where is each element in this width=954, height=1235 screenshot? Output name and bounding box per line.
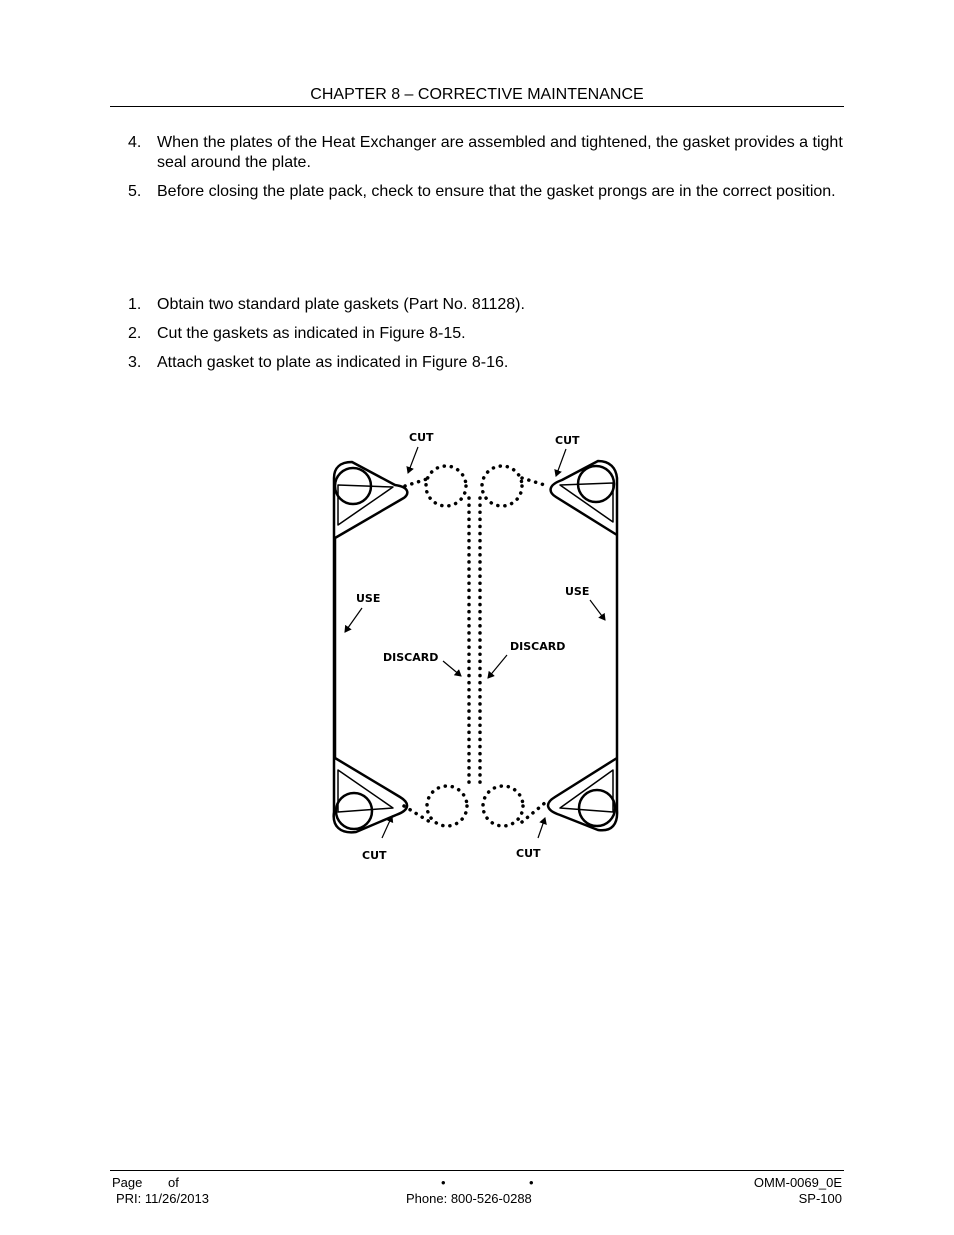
left-gasket-outline xyxy=(334,462,408,832)
discard-label: DISCARD xyxy=(383,651,439,664)
list-item-text: Cut the gaskets as indicated in Figure 8-15. xyxy=(157,325,466,342)
top-right-dotted-port xyxy=(482,466,522,506)
discard-label: DISCARD xyxy=(510,640,566,653)
discard-left-arrow xyxy=(443,661,461,676)
footer-model: SP-100 xyxy=(798,1191,842,1206)
right-bottom-port xyxy=(579,790,615,826)
use-left-arrow xyxy=(345,608,362,632)
instruction-list-1 xyxy=(110,133,850,211)
list-item-text: Before closing the plate pack, check to ensure that the gasket prongs are in the correct position. xyxy=(157,183,836,200)
footer-pri-date: PRI: 11/26/2013 xyxy=(116,1191,209,1206)
footer-divider xyxy=(110,1170,844,1171)
bottom-right-dotted-port xyxy=(483,786,523,826)
cut-top-left-arrow xyxy=(408,447,418,473)
instruction-list-2 xyxy=(110,295,850,382)
cut-bottom-right-arrow xyxy=(538,818,545,838)
footer-phone: Phone: 800-526-0288 xyxy=(406,1191,532,1206)
cut-label: CUT xyxy=(362,849,387,862)
cut-label: CUT xyxy=(555,434,580,447)
top-left-dotted-port xyxy=(426,466,466,506)
bottom-left-dotted-link xyxy=(404,806,430,822)
footer-bullet: • xyxy=(529,1175,534,1190)
list-item-text: When the plates of the Heat Exchanger are assembled and tightened, the gasket provides a tight seal around the plate. xyxy=(157,134,843,171)
chapter-title: CHAPTER 8 – CORRECTIVE MAINTENANCE xyxy=(310,86,644,103)
use-label: USE xyxy=(565,585,590,598)
list-item xyxy=(110,182,850,202)
use-right-arrow xyxy=(590,600,605,620)
list-item-text: Attach gasket to plate as indicated in Figure 8-16. xyxy=(157,354,509,371)
list-item-number: 5. xyxy=(128,183,142,200)
list-item-number: 4. xyxy=(128,134,142,151)
list-item-number: 2. xyxy=(128,325,142,342)
footer-of-label: of xyxy=(168,1175,179,1190)
cut-label: CUT xyxy=(516,847,541,860)
footer-bullet: • xyxy=(441,1175,446,1190)
list-item xyxy=(110,133,850,173)
bottom-left-dotted-port xyxy=(427,786,467,826)
header-divider xyxy=(110,106,844,107)
list-item-number: 3. xyxy=(128,354,142,371)
bottom-right-dotted-link xyxy=(522,802,546,822)
list-item-text: Obtain two standard plate gaskets (Part No. 81128). xyxy=(157,296,525,313)
footer-page-label: Page xyxy=(112,1175,143,1190)
top-right-dotted-link xyxy=(522,478,548,486)
discard-right-arrow xyxy=(488,655,507,678)
footer-doc-number: OMM-0069_0E xyxy=(753,1175,842,1190)
list-item xyxy=(110,295,850,315)
use-label: USE xyxy=(356,592,381,605)
gasket-diagram xyxy=(320,425,640,870)
list-item-number: 1. xyxy=(128,296,142,313)
gasket-cut-figure xyxy=(320,425,640,870)
list-item xyxy=(110,353,850,373)
cut-label: CUT xyxy=(409,431,434,444)
cut-top-right-arrow xyxy=(556,449,566,476)
list-item xyxy=(110,324,850,344)
